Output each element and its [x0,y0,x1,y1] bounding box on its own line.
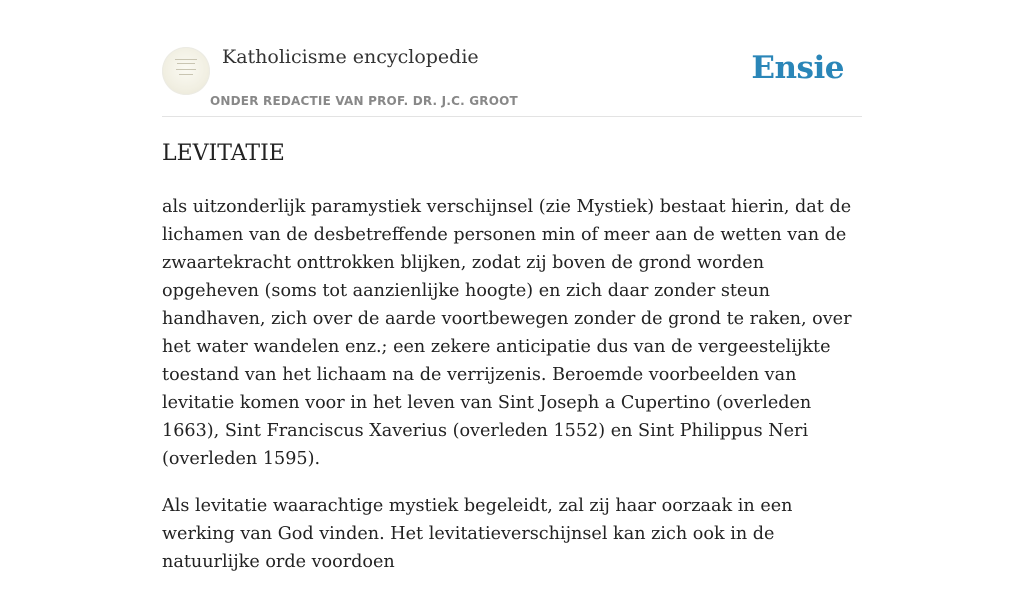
site-header [162,0,862,117]
article-body [162,193,862,595]
article-paragraph: als uitzonderlijk paramystiek verschijnsel (zie Mystiek) bestaat hierin, dat de lichamen van de desbetreffende personen min of meer aan de wetten van de zwaartekracht onttrokken blijken, zodat zij boven de grond worden opgeheven (soms tot aanzienlijke hoogte) en zich daar zonder steun handhaven, zich over de aarde voortbewegen zonder de grond te raken, over het water wandelen enz.; een zekere anticipatie dus van de vergeestelijkte toestand van het lichaam na de verrijzenis. Beroemde voorbeelden van levitatie komen voor in het leven van Sint Joseph a Cupertino (overleden 1663), Sint Franciscus Xaverius (overleden 1552) en Sint Philippus Neri (overleden 1595). [162,197,852,469]
editor-subtitle: ONDER REDACTIE VAN PROF. DR. J.C. GROOT [210,94,518,108]
page-container [162,0,862,572]
article-paragraph: Als levitatie waarachtige mystiek begeleidt, zal zij haar oorzaak in een werking van God vinden. Het levitatieverschijnsel kan zich ook in de natuurlijke orde voordoen [162,496,793,572]
article-title: LEVITATIE [162,141,285,166]
book-cover-thumbnail[interactable] [162,47,210,95]
ensie-logo[interactable]: Ensie [751,50,844,86]
site-title[interactable]: Katholicisme encyclopedie [222,46,479,68]
